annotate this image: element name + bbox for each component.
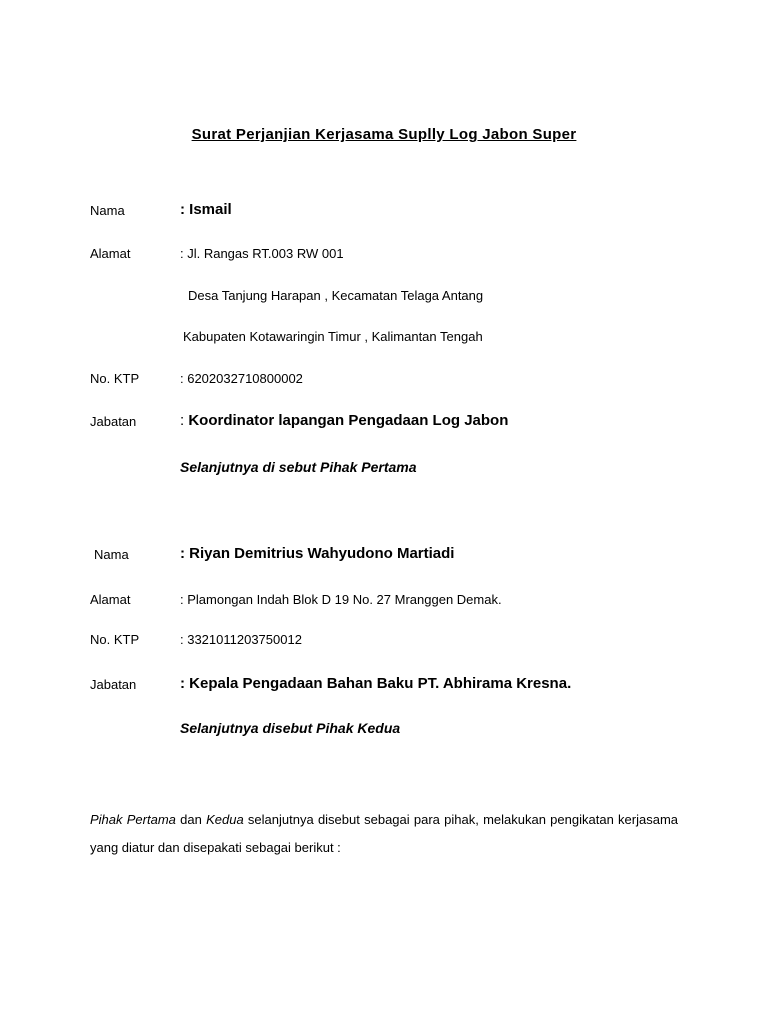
party-one-ktp-label: No. KTP xyxy=(90,371,140,386)
party-one-address-line3: Kabupaten Kotawaringin Timur , Kalimantan Tengah xyxy=(183,329,483,344)
party-two-ktp-value: : 3321011203750012 xyxy=(180,632,302,647)
party-one-position-label: Jabatan xyxy=(90,414,137,429)
party-two-name-value: : Riyan Demitrius Wahyudono Martiadi xyxy=(180,545,455,562)
party-two-address-value: : Plamongan Indah Blok D 19 No. 27 Mranggen Demak. xyxy=(180,592,502,607)
party-two-ktp-label: No. KTP xyxy=(90,632,140,647)
party-one-address-label: Alamat xyxy=(90,246,131,261)
closing-and-word: dan xyxy=(175,812,207,827)
party-one-address-line1: : Jl. Rangas RT.003 RW 001 xyxy=(180,246,344,261)
party-two-position-value: : Kepala Pengadaan Bahan Baku PT. Abhirama Kresna. xyxy=(180,675,572,692)
party-one-name-label: Nama xyxy=(90,203,125,218)
party-one-position-value xyxy=(180,413,508,428)
party-one-designation: Selanjutnya di sebut Pihak Pertama xyxy=(180,459,417,475)
party-one-ktp-value: : 6202032710800002 xyxy=(180,371,303,386)
party-one-address-line2: Desa Tanjung Harapan , Kecamatan Telaga Antang xyxy=(188,288,484,303)
document-title: Surat Perjanjian Kerjasama Suplly Log Jabon Super xyxy=(191,126,577,143)
party-one-position-prefix: : xyxy=(180,412,189,429)
party-one-name-value: : Ismail xyxy=(180,201,232,218)
closing-paragraph xyxy=(90,806,678,862)
party-two-name-label: Nama xyxy=(94,547,129,562)
party-two-address-label: Alamat xyxy=(90,592,131,607)
closing-party-one-term: Pihak Pertama xyxy=(90,812,176,827)
party-two-designation: Selanjutnya disebut Pihak Kedua xyxy=(180,720,401,736)
party-two-position-label: Jabatan xyxy=(90,677,137,692)
closing-rest: selanjutnya disebut sebagai para pihak, melakukan pengikatan kerjasama yang diatur dan disepakati sebagai berikut : xyxy=(90,812,679,855)
closing-party-two-term: Kedua xyxy=(206,812,244,827)
party-one-position-text: Koordinator lapangan Pengadaan Log Jabon xyxy=(188,412,509,429)
